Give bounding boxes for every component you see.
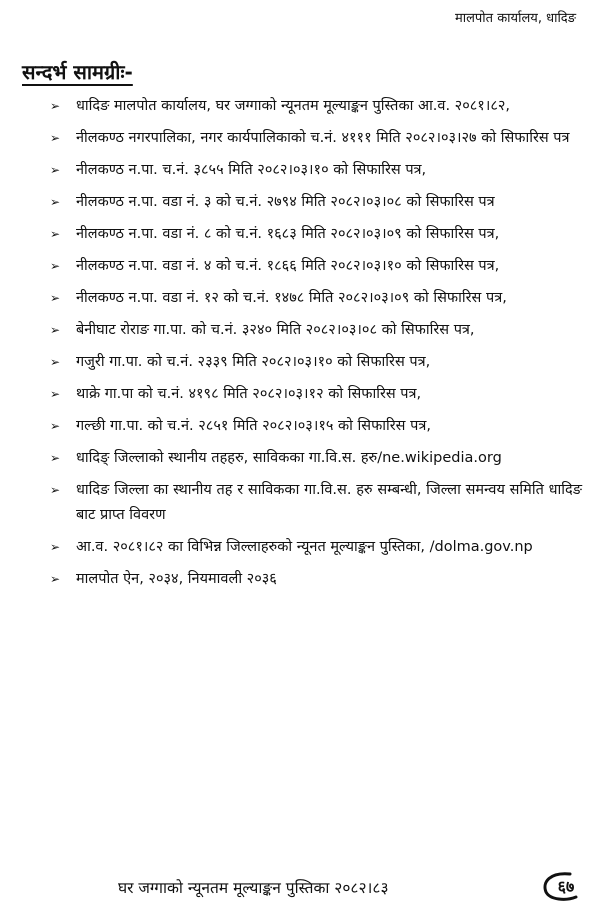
reference-text: नीलकण्ठ नगरपालिका, नगर कार्यपालिकाको च.नं. ४१११ मिति २०८२।०३।२७ को सिफारिस पत्र [76, 130, 570, 146]
arrow-bullet-icon: ➢ [50, 99, 61, 113]
list-item [50, 254, 582, 279]
reference-list [50, 94, 582, 599]
arrow-bullet-icon: ➢ [50, 387, 61, 401]
arrow-bullet-icon: ➢ [50, 163, 61, 177]
reference-text: नीलकण्ठ न.पा. वडा नं. १२ को च.नं. १४७८ मिति २०८२।०३।०९ को सिफारिस पत्र, [76, 290, 507, 306]
list-item [50, 318, 582, 343]
arrow-bullet-icon: ➢ [50, 419, 61, 433]
section-heading: सन्दर्भ सामग्रीः- [22, 60, 133, 84]
arrow-bullet-icon: ➢ [50, 227, 61, 241]
arrow-bullet-icon: ➢ [50, 572, 61, 586]
reference-text: थाक्रे गा.पा को च.नं. ४१९८ मिति २०८२।०३।१२ को सिफारिस पत्र, [76, 386, 422, 402]
reference-text: धादिङ् जिल्लाको स्थानीय तहहरु, साविकका गा.वि.स. हरु/ne.wikipedia.org [76, 450, 502, 466]
reference-text: मालपोत ऐन, २०३४, नियमावली २०३६ [76, 571, 277, 587]
list-item [50, 126, 582, 151]
footer-title: घर जग्गाको न्यूनतम मूल्याङ्कन पुस्तिका २०८२।८३ [118, 879, 389, 897]
list-item [50, 158, 582, 183]
list-item [50, 446, 582, 471]
list-item [50, 286, 582, 311]
reference-text: गल्छी गा.पा. को च.नं. २८५१ मिति २०८२।०३।१५ को सिफारिस पत्र, [76, 418, 431, 434]
arrow-bullet-icon: ➢ [50, 355, 61, 369]
reference-text: आ.व. २०८१।८२ का विभिन्न जिल्लाहरुको न्यूनत मूल्याङ्कन पुस्तिका, /dolma.gov.np [76, 539, 533, 555]
arrow-bullet-icon: ➢ [50, 323, 61, 337]
arrow-bullet-icon: ➢ [50, 259, 61, 273]
arrow-bullet-icon: ➢ [50, 483, 61, 497]
reference-text: नीलकण्ठ न.पा. वडा नं. ८ को च.नं. १६८३ मिति २०८२।०३।०९ को सिफारिस पत्र, [76, 226, 500, 242]
list-item [50, 414, 582, 439]
reference-text: बेनीघाट रोराङ गा.पा. को च.नं. ३२४० मिति २०८२।०३।०८ को सिफारिस पत्र, [76, 322, 475, 338]
arrow-bullet-icon: ➢ [50, 451, 61, 465]
reference-text: धादिङ मालपोत कार्यालय, घर जग्गाको न्यूनतम मूल्याङ्कन पुस्तिका आ.व. २०८१।८२, [76, 98, 511, 114]
list-item [50, 478, 582, 528]
reference-text: गजुरी गा.पा. को च.नं. २३३९ मिति २०८२।०३।१० को सिफारिस पत्र, [76, 354, 431, 370]
arrow-bullet-icon: ➢ [50, 291, 61, 305]
reference-text: धादिङ जिल्ला का स्थानीय तह र साविकका गा.वि.स. हरु सम्बन्धी, जिल्ला समन्वय समिति धादिङ बाट प्राप्त विवरण [76, 482, 582, 523]
page-number-badge [540, 870, 586, 902]
list-item [50, 94, 582, 119]
page-number: ६७ [557, 877, 575, 896]
reference-text: नीलकण्ठ न.पा. वडा नं. ३ को च.नं. २७९४ मिति २०८२।०३।०८ को सिफारिस पत्र [76, 194, 495, 210]
arrow-bullet-icon: ➢ [50, 540, 61, 554]
arrow-bullet-icon: ➢ [50, 195, 61, 209]
list-item [50, 382, 582, 407]
list-item [50, 350, 582, 375]
reference-text: नीलकण्ठ न.पा. च.नं. ३८५५ मिति २०८२।०३।१० को सिफारिस पत्र, [76, 162, 427, 178]
header-office-name: मालपोत कार्यालय, धादिङ [454, 11, 576, 26]
list-item [50, 535, 582, 560]
list-item [50, 222, 582, 247]
reference-text: नीलकण्ठ न.पा. वडा नं. ४ को च.नं. १८६६ मिति २०८२।०३।१० को सिफारिस पत्र, [76, 258, 500, 274]
list-item [50, 190, 582, 215]
list-item [50, 567, 582, 592]
arrow-bullet-icon: ➢ [50, 131, 61, 145]
